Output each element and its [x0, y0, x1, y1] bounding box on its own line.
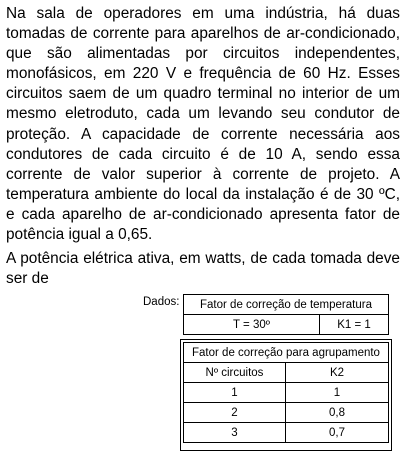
grouping-table-title: Fator de correção para agrupamento [184, 343, 389, 363]
table-row [184, 403, 389, 423]
grouping-correction-table [183, 342, 389, 443]
question-stem: A potência elétrica ativa, em watts, de cada tomada deve ser de [6, 250, 400, 288]
temperature-correction-table [183, 294, 389, 335]
k2-cell: 0,8 [286, 403, 389, 423]
k1-value-cell: K1 = 1 [320, 315, 389, 335]
table-row [184, 383, 389, 403]
temperature-table-title: Fator de correção de temperatura [184, 295, 389, 315]
question-text [6, 4, 400, 289]
k2-cell: 1 [286, 383, 389, 403]
dados-label: Dados: [143, 296, 180, 308]
grouping-header-k2: K2 [286, 363, 389, 383]
temperature-value-cell: T = 30º [184, 315, 320, 335]
k2-cell: 0,7 [286, 423, 389, 443]
circuits-cell: 1 [184, 383, 286, 403]
circuits-cell: 2 [184, 403, 286, 423]
circuits-cell: 3 [184, 423, 286, 443]
table-row [184, 423, 389, 443]
grouping-header-circuits: Nº circuitos [184, 363, 286, 383]
question-paragraph: Na sala de operadores em uma indústria, há duas tomadas de corrente para aparelhos de ar-condicionado, que são alimentadas por circuitos independentes, monofásicos, em 220 V e frequência de 60 Hz. Esses circuitos saem de um quadro terminal no interior de um mesmo eletroduto, cada um levando seu condutor de proteção. A capacidade de corrente necessária aos condutores de cada circuito é de 10 A, sendo essa corrente de valor superior à corrente de projeto. A temperatura ambiente do local da instalação é de 30 ºC, e cada aparelho de ar-condicionado apresenta fator de potência igual a 0,65. [6, 5, 400, 244]
